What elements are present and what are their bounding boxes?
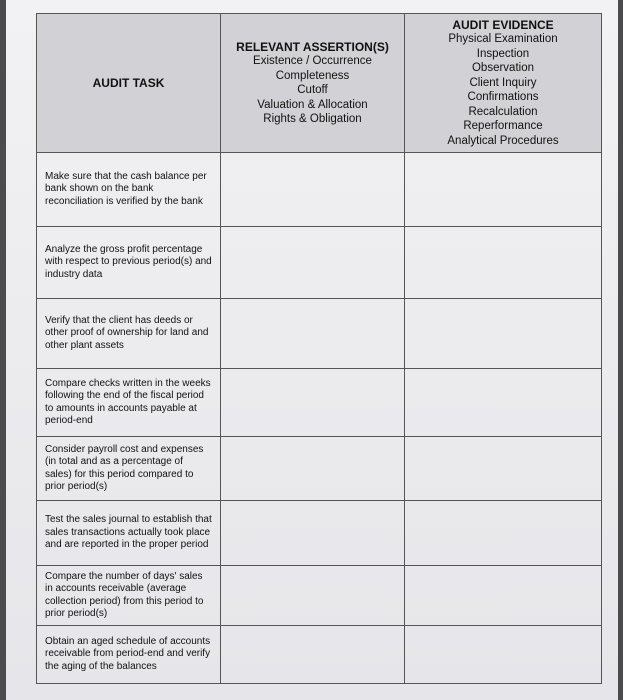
evidence-item: Analytical Procedures [447, 134, 559, 147]
audit-task-cell: Obtain an aged schedule of accounts receivable from period-end and verify the aging of the balances [37, 626, 221, 684]
evidence-item: Confirmations [467, 91, 539, 104]
worksheet-page [6, 0, 618, 700]
evidence-answer-cell[interactable] [405, 501, 602, 566]
evidence-answer-cell[interactable] [405, 153, 602, 227]
audit-task-cell: Compare checks written in the weeks following the end of the fiscal period to amounts in accounts payable at period-end [37, 369, 221, 437]
assertion-answer-cell[interactable] [221, 227, 405, 299]
evidence-answer-cell[interactable] [405, 437, 602, 501]
table-row [37, 626, 602, 684]
table-row [37, 369, 602, 437]
assertion-item: Existence / Occurrence [253, 55, 372, 67]
assertion-answer-cell[interactable] [221, 566, 405, 626]
evidence-answer-cell[interactable] [405, 299, 602, 369]
audit-task-cell: Make sure that the cash balance per bank shown on the bank reconciliation is verified by the bank [37, 153, 221, 227]
evidence-item: Reperformance [463, 120, 543, 133]
assertion-item: Rights & Obligation [263, 113, 362, 125]
evidence-item: Recalculation [468, 105, 538, 118]
header-relevant-assertions [221, 14, 405, 153]
evidence-title: AUDIT EVIDENCE [452, 17, 554, 32]
audit-task-cell: Test the sales journal to establish that sales transactions actually took place and are reported in the proper period [37, 501, 221, 566]
evidence-item: Client Inquiry [469, 76, 537, 89]
evidence-item: Physical Examination [448, 33, 558, 46]
table-row [37, 501, 602, 566]
audit-table [36, 13, 602, 684]
evidence-answer-cell[interactable] [405, 566, 602, 626]
table-row [37, 153, 602, 227]
assertion-item: Completeness [275, 69, 350, 82]
header-row [37, 14, 602, 153]
audit-task-cell: Analyze the gross profit percentage with respect to previous period(s) and industry data [37, 227, 221, 299]
assertion-answer-cell[interactable] [221, 369, 405, 437]
assertion-item: Valuation & Allocation [257, 98, 368, 111]
assertion-answer-cell[interactable] [221, 437, 405, 501]
assertion-answer-cell[interactable] [221, 626, 405, 684]
table-row [37, 227, 602, 299]
audit-task-cell: Consider payroll cost and expenses (in total and as a percentage of sales) for this period compared to prior period(s) [37, 437, 221, 501]
assertions-list [221, 54, 404, 127]
assertions-title: RELEVANT ASSERTION(S) [236, 39, 389, 54]
table-row [37, 299, 602, 369]
table-row [37, 566, 602, 626]
header-audit-evidence [405, 14, 602, 153]
evidence-list [405, 32, 601, 148]
evidence-answer-cell[interactable] [405, 227, 602, 299]
header-audit-task: AUDIT TASK [37, 14, 221, 153]
table-row [37, 437, 602, 501]
audit-task-cell: Compare the number of days' sales in accounts receivable (average collection period) from this period to prior period(s) [37, 566, 221, 626]
evidence-answer-cell[interactable] [405, 369, 602, 437]
evidence-item: Inspection [476, 47, 530, 60]
evidence-item: Observation [471, 62, 534, 75]
assertion-answer-cell[interactable] [221, 501, 405, 566]
evidence-answer-cell[interactable] [405, 626, 602, 684]
audit-task-cell: Verify that the client has deeds or other proof of ownership for land and other plant assets [37, 299, 221, 369]
assertion-answer-cell[interactable] [221, 153, 405, 227]
assertion-answer-cell[interactable] [221, 299, 405, 369]
assertion-item: Cutoff [297, 84, 328, 96]
